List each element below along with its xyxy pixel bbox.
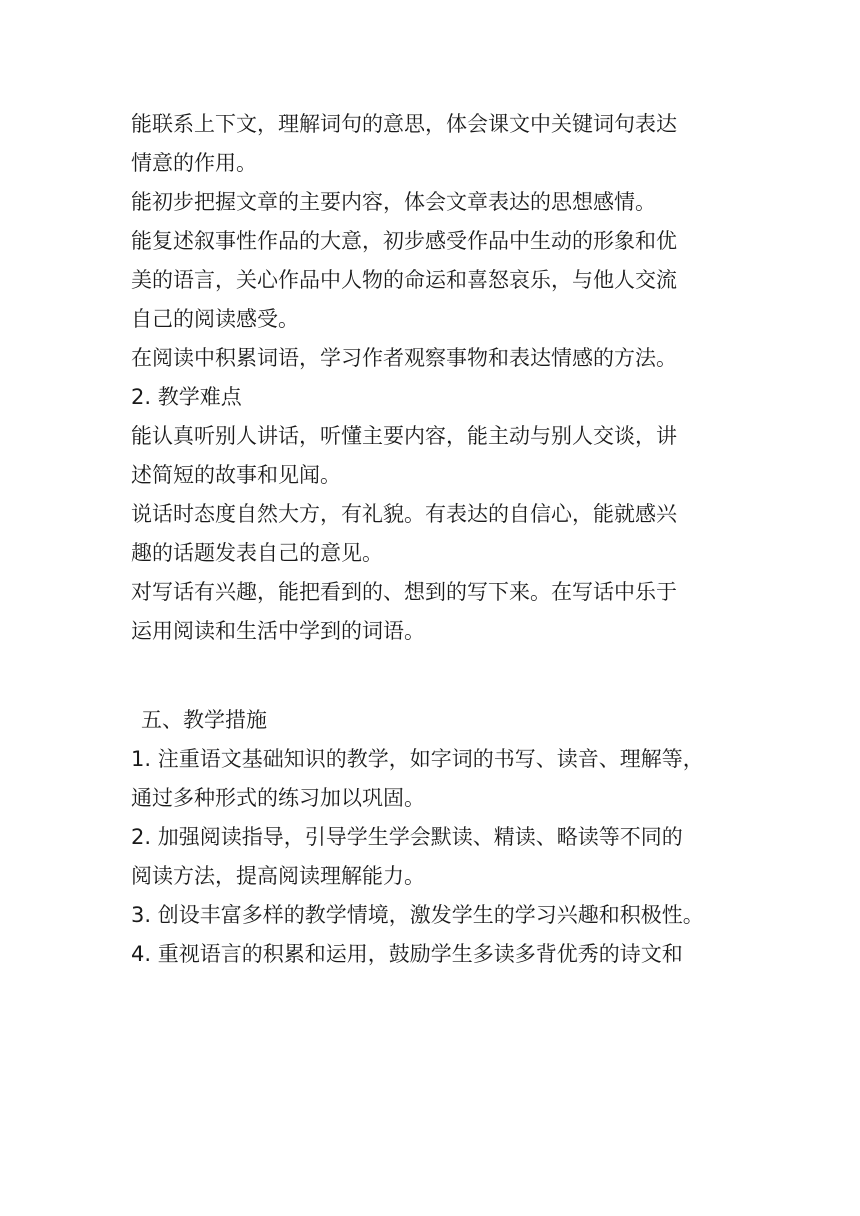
difficulty-paragraph-1 bbox=[131, 417, 741, 495]
text-line: 1. 注重语文基础知识的教学，如字词的书写、读音、理解等， bbox=[131, 747, 704, 771]
text-line: 述简短的故事和见闻。 bbox=[131, 463, 341, 487]
text-line: 3. 创设丰富多样的教学情境，激发学生的学习兴趣和积极性。 bbox=[131, 903, 704, 927]
text-line: 美的语言，关心作品中人物的命运和喜怒哀乐，与他人交流 bbox=[131, 268, 677, 292]
text-line: 能初步把握文章的主要内容，体会文章表达的思想感情。 bbox=[131, 190, 656, 214]
text-line: 能联系上下文，理解词句的意思，体会课文中关键词句表达 bbox=[131, 112, 677, 136]
text-line: 趣的话题发表自己的意见。 bbox=[131, 541, 383, 565]
section-gap bbox=[131, 651, 741, 701]
reading-paragraph-3 bbox=[131, 222, 741, 339]
difficulty-paragraph-2 bbox=[131, 495, 741, 573]
text-line: 在阅读中积累词语，学习作者观察事物和表达情感的方法。 bbox=[131, 346, 677, 370]
reading-paragraph-2 bbox=[131, 183, 741, 222]
text-line: 4. 重视语言的积累和运用，鼓励学生多读多背优秀的诗文和 bbox=[131, 942, 683, 966]
text-line: 2. 加强阅读指导，引导学生学会默读、精读、略读等不同的 bbox=[131, 825, 683, 849]
text-line: 运用阅读和生活中学到的词语。 bbox=[131, 619, 425, 643]
document-body bbox=[131, 105, 741, 974]
text-line: 能认真听别人讲话，听懂主要内容，能主动与别人交谈，讲 bbox=[131, 424, 677, 448]
text-line: 能复述叙事性作品的大意，初步感受作品中生动的形象和优 bbox=[131, 229, 677, 253]
text-line: 说话时态度自然大方，有礼貌。有表达的自信心，能就感兴 bbox=[131, 502, 677, 526]
reading-paragraph-4 bbox=[131, 339, 741, 378]
text-line: 情意的作用。 bbox=[131, 151, 257, 175]
measures-item-1 bbox=[131, 740, 741, 818]
difficulty-heading: 2. 教学难点 bbox=[131, 385, 242, 409]
reading-paragraph-1 bbox=[131, 105, 741, 183]
text-line: 阅读方法，提高阅读理解能力。 bbox=[131, 864, 425, 888]
measures-heading: 五、教学措施 bbox=[141, 708, 267, 732]
difficulty-paragraph-3 bbox=[131, 573, 741, 651]
measures-item-3 bbox=[131, 896, 741, 935]
text-line: 通过多种形式的练习加以巩固。 bbox=[131, 786, 425, 810]
measures-item-2 bbox=[131, 818, 741, 896]
text-line: 对写话有兴趣，能把看到的、想到的写下来。在写话中乐于 bbox=[131, 580, 677, 604]
text-line: 自己的阅读感受。 bbox=[131, 307, 299, 331]
measures-item-4 bbox=[131, 935, 741, 974]
